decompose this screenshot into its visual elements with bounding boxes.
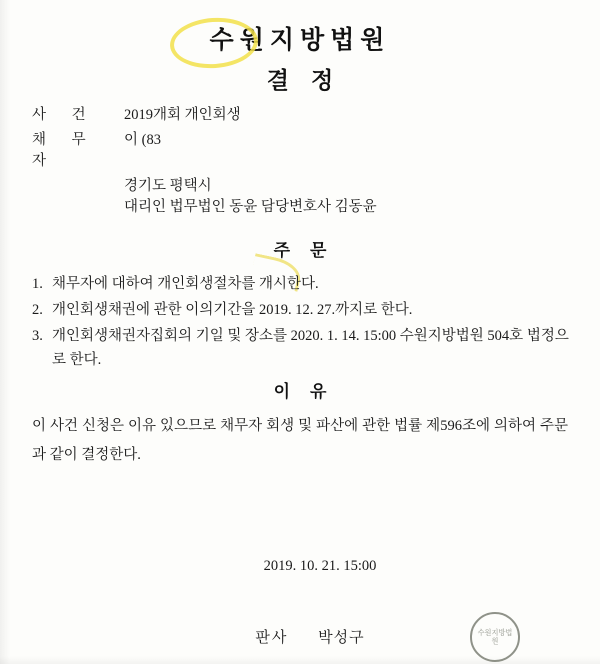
order-list xyxy=(32,272,572,374)
field-value-case: 2019개회 개인회생 xyxy=(124,107,241,123)
judge-name: 박성구 xyxy=(318,630,365,646)
order-number: 2. xyxy=(32,302,43,318)
decision-date: 2019. 10. 21. 15:00 xyxy=(263,558,377,574)
order-text: 개인회생채권에 관한 이의기간을 2019. 12. 27.까지로 한다. xyxy=(52,302,413,318)
debtor-attorney-line: 대리인 법무법인 동윤 담당변호사 김동윤 xyxy=(124,199,377,215)
order-item xyxy=(32,324,572,372)
section-heading-main: 주문 xyxy=(273,241,347,260)
reason-paragraph: 이 사건 신청은 이유 있으므로 채무자 회생 및 파산에 관한 법률 제596조에 의하여 주문과 같이 결정한다. xyxy=(32,418,568,463)
scan-edge-bottom xyxy=(0,656,600,664)
court-title: 수원지방법원 xyxy=(209,27,391,54)
field-row-case xyxy=(32,105,572,126)
field-label-debtor: 채 무 자 xyxy=(32,132,97,169)
document-type-heading: 결정 xyxy=(266,68,356,93)
order-text: 개인회생채권자집회의 기일 및 장소를 2020. 1. 14. 15:00 수원지방법원 504호 법정으로 한다. xyxy=(52,328,569,368)
order-text: 채무자에 대하여 개인회생절차를 개시한다. xyxy=(52,276,319,292)
section-heading-reason: 이유 xyxy=(273,382,347,401)
court-seal-text: 수원지방법원 xyxy=(477,628,513,646)
court-seal-stamp xyxy=(470,612,520,662)
field-row-debtor xyxy=(32,130,572,172)
field-value-debtor: 이 (83 xyxy=(124,132,161,148)
field-label-case: 사 건 xyxy=(32,107,97,123)
order-item xyxy=(32,272,572,296)
case-fields xyxy=(32,105,572,218)
order-number: 1. xyxy=(32,276,43,292)
order-item xyxy=(32,298,572,322)
judge-title: 판사 xyxy=(255,630,289,646)
order-number: 3. xyxy=(32,328,43,344)
debtor-address-line: 경기도 평택시 xyxy=(124,178,212,194)
